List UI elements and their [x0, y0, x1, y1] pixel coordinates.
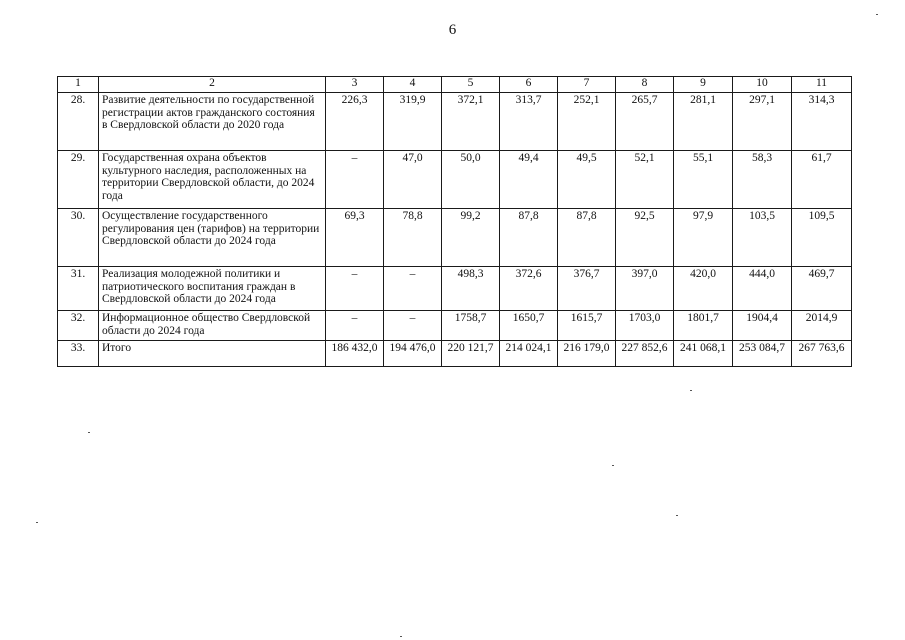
value-cell: 1703,0 [616, 311, 674, 341]
value-cell: 49,4 [500, 151, 558, 209]
value-cell: 376,7 [558, 267, 616, 311]
value-cell: – [326, 151, 384, 209]
scan-speck [690, 390, 692, 391]
value-cell: 214 024,1 [500, 341, 558, 367]
value-cell: 50,0 [442, 151, 500, 209]
header-row [58, 77, 852, 93]
budget-table [57, 76, 852, 367]
scan-speck [612, 465, 614, 466]
value-cell: 372,1 [442, 93, 500, 151]
value-cell: 99,2 [442, 209, 500, 267]
value-cell: 1758,7 [442, 311, 500, 341]
value-cell: 194 476,0 [384, 341, 442, 367]
program-name: Информационное общество Свердловской области до 2024 года [99, 311, 326, 341]
value-cell: 1904,4 [733, 311, 792, 341]
program-name: Реализация молодежной политики и патриотического воспитания граждан в Свердловской области до 2024 года [99, 267, 326, 311]
table-row [58, 311, 852, 341]
value-cell: 397,0 [616, 267, 674, 311]
table-row-total [58, 341, 852, 367]
value-cell: 61,7 [792, 151, 852, 209]
table-row [58, 93, 852, 151]
value-cell: 92,5 [616, 209, 674, 267]
column-header: 10 [733, 77, 792, 93]
value-cell: – [384, 267, 442, 311]
table-row [58, 209, 852, 267]
page-number: 6 [448, 22, 457, 38]
value-cell: 49,5 [558, 151, 616, 209]
column-header: 3 [326, 77, 384, 93]
value-cell: 265,7 [616, 93, 674, 151]
value-cell: 313,7 [500, 93, 558, 151]
value-cell: 319,9 [384, 93, 442, 151]
value-cell: 227 852,6 [616, 341, 674, 367]
value-cell: 1801,7 [674, 311, 733, 341]
value-cell: – [326, 311, 384, 341]
scan-speck [876, 14, 878, 15]
scan-speck [676, 515, 678, 516]
scan-speck [400, 636, 402, 637]
row-number: 32. [58, 311, 99, 341]
value-cell: 252,1 [558, 93, 616, 151]
value-cell: – [384, 311, 442, 341]
value-cell: 97,9 [674, 209, 733, 267]
row-number: 31. [58, 267, 99, 311]
value-cell: 226,3 [326, 93, 384, 151]
row-number: 28. [58, 93, 99, 151]
value-cell: 52,1 [616, 151, 674, 209]
value-cell: 87,8 [558, 209, 616, 267]
column-header: 4 [384, 77, 442, 93]
program-name: Государственная охрана объектов культурного наследия, расположенных на территории Свердловской области, до 2024 года [99, 151, 326, 209]
scan-speck [88, 432, 90, 433]
value-cell: 297,1 [733, 93, 792, 151]
value-cell: 69,3 [326, 209, 384, 267]
column-header: 7 [558, 77, 616, 93]
column-header: 8 [616, 77, 674, 93]
value-cell: 241 068,1 [674, 341, 733, 367]
scan-speck [36, 522, 38, 523]
value-cell: 58,3 [733, 151, 792, 209]
value-cell: 444,0 [733, 267, 792, 311]
program-name: Осуществление государственного регулирования цен (тарифов) на территории Свердловской области до 2024 года [99, 209, 326, 267]
column-header: 11 [792, 77, 852, 93]
table-row [58, 267, 852, 311]
row-number: 33. [58, 341, 99, 367]
program-name: Итого [99, 341, 326, 367]
row-number: 29. [58, 151, 99, 209]
table-row [58, 151, 852, 209]
value-cell: 78,8 [384, 209, 442, 267]
value-cell: 87,8 [500, 209, 558, 267]
value-cell: 186 432,0 [326, 341, 384, 367]
value-cell: 372,6 [500, 267, 558, 311]
value-cell: 253 084,7 [733, 341, 792, 367]
value-cell: 47,0 [384, 151, 442, 209]
value-cell: 281,1 [674, 93, 733, 151]
value-cell: 1650,7 [500, 311, 558, 341]
row-number: 30. [58, 209, 99, 267]
value-cell: 1615,7 [558, 311, 616, 341]
value-cell: 420,0 [674, 267, 733, 311]
value-cell: 314,3 [792, 93, 852, 151]
value-cell: – [326, 267, 384, 311]
program-name: Развитие деятельности по государственной регистрации актов гражданского состояния в Свердловской области до 2020 года [99, 93, 326, 151]
value-cell: 498,3 [442, 267, 500, 311]
column-header: 6 [500, 77, 558, 93]
value-cell: 55,1 [674, 151, 733, 209]
value-cell: 103,5 [733, 209, 792, 267]
column-header: 9 [674, 77, 733, 93]
value-cell: 469,7 [792, 267, 852, 311]
value-cell: 2014,9 [792, 311, 852, 341]
column-header: 1 [58, 77, 99, 93]
value-cell: 220 121,7 [442, 341, 500, 367]
column-header: 5 [442, 77, 500, 93]
value-cell: 267 763,6 [792, 341, 852, 367]
column-header: 2 [99, 77, 326, 93]
value-cell: 216 179,0 [558, 341, 616, 367]
value-cell: 109,5 [792, 209, 852, 267]
